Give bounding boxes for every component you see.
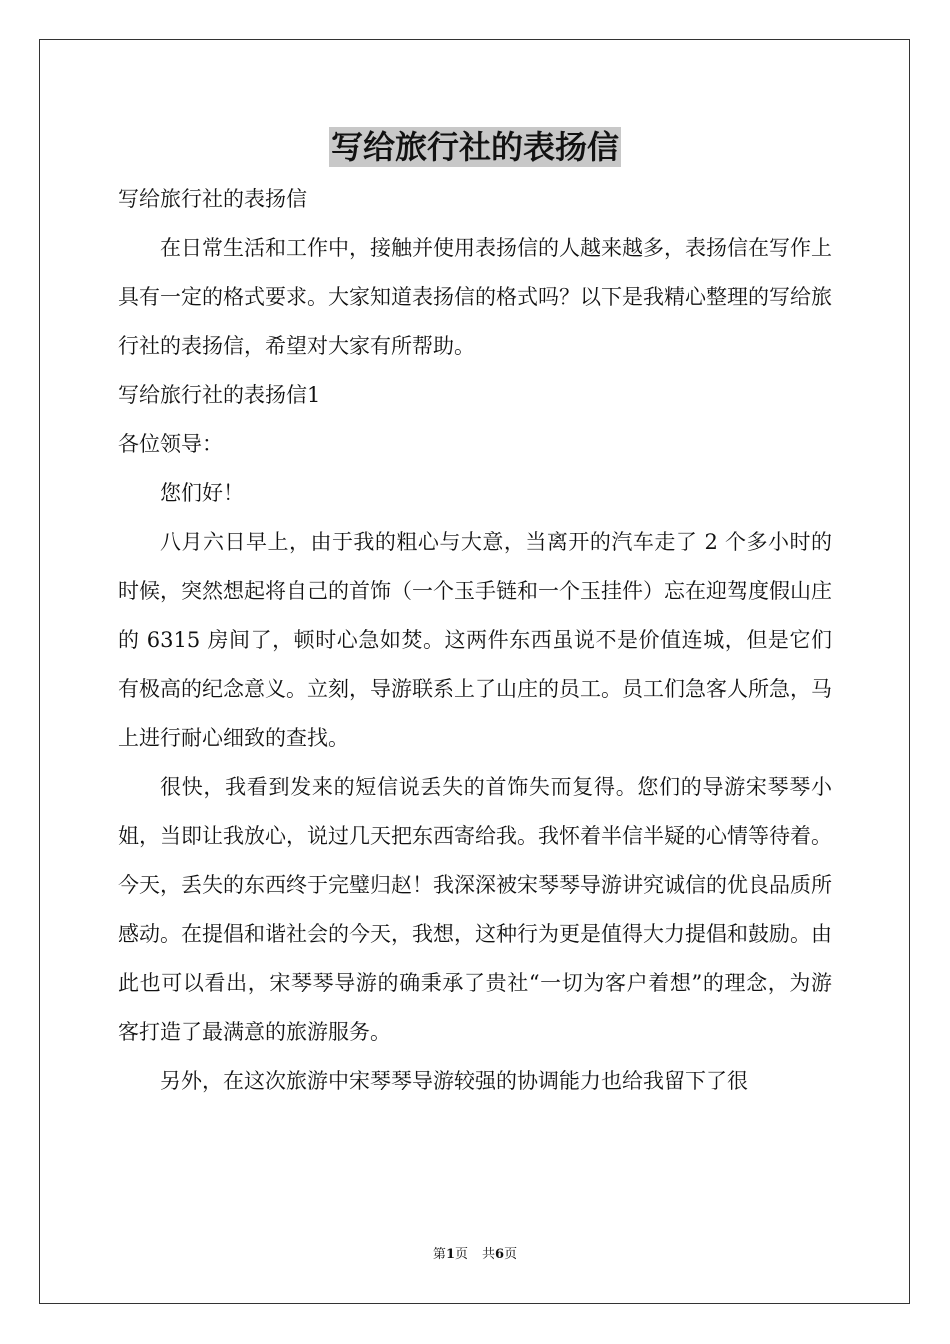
total-label-prefix: 共: [482, 1247, 496, 1262]
paragraph: 很快，我看到发来的短信说丢失的首饰失而复得。您们的导游宋琴琴小姐，当即让我放心，说过几天把东西寄给我。我怀着半信半疑的心情等待着。今天，丢失的东西终于完璧归赵！我深深被宋琴琴导游讲究诚信的优良品质所感动。在提倡和谐社会的今天，我想，这种行为更是值得大力提倡和鼓励。由此也可以看出，宋琴琴导游的确秉承了贵社“一切为客户着想”的理念，为游客打造了最满意的旅游服务。: [118, 775, 832, 1044]
page-footer: [0, 1246, 950, 1264]
current-page-number: 1: [445, 1247, 455, 1262]
paragraph: 写给旅行社的表扬信1: [118, 383, 321, 407]
paragraph: 在日常生活和工作中，接触并使用表扬信的人越来越多，表扬信在写作上具有一定的格式要求。大家知道表扬信的格式吗？以下是我精心整理的写给旅行社的表扬信，希望对大家有所帮助。: [118, 236, 832, 358]
paragraph: 写给旅行社的表扬信: [118, 187, 307, 211]
paragraph: 另外，在这次旅游中宋琴琴导游较强的协调能力也给我留下了很: [160, 1069, 748, 1093]
document-title: 写给旅行社的表扬信: [330, 128, 619, 166]
salutation: 各位领导：: [118, 432, 223, 456]
total-page-number: 6: [495, 1247, 505, 1262]
page-label-prefix: 第: [432, 1247, 446, 1262]
paragraph: 八月六日早上，由于我的粗心与大意，当离开的汽车走了 2 个多小时的时候，突然想起将自己的首饰（一个玉手链和一个玉挂件）忘在迎驾度假山庄的 6315 房间了，顿时心急如焚。这两件东西虽说不是价值连城，但是它们有极高的纪念意义。立刻，导游联系上了山庄的员工。员工们急客人所急，马上进行耐心细致的查找。: [118, 530, 832, 750]
total-label-suffix: 页: [504, 1247, 518, 1262]
greeting: 您们好！: [160, 481, 244, 505]
page-label-suffix: 页: [454, 1247, 468, 1262]
title-container: [0, 127, 950, 167]
document-body: [118, 175, 832, 1106]
